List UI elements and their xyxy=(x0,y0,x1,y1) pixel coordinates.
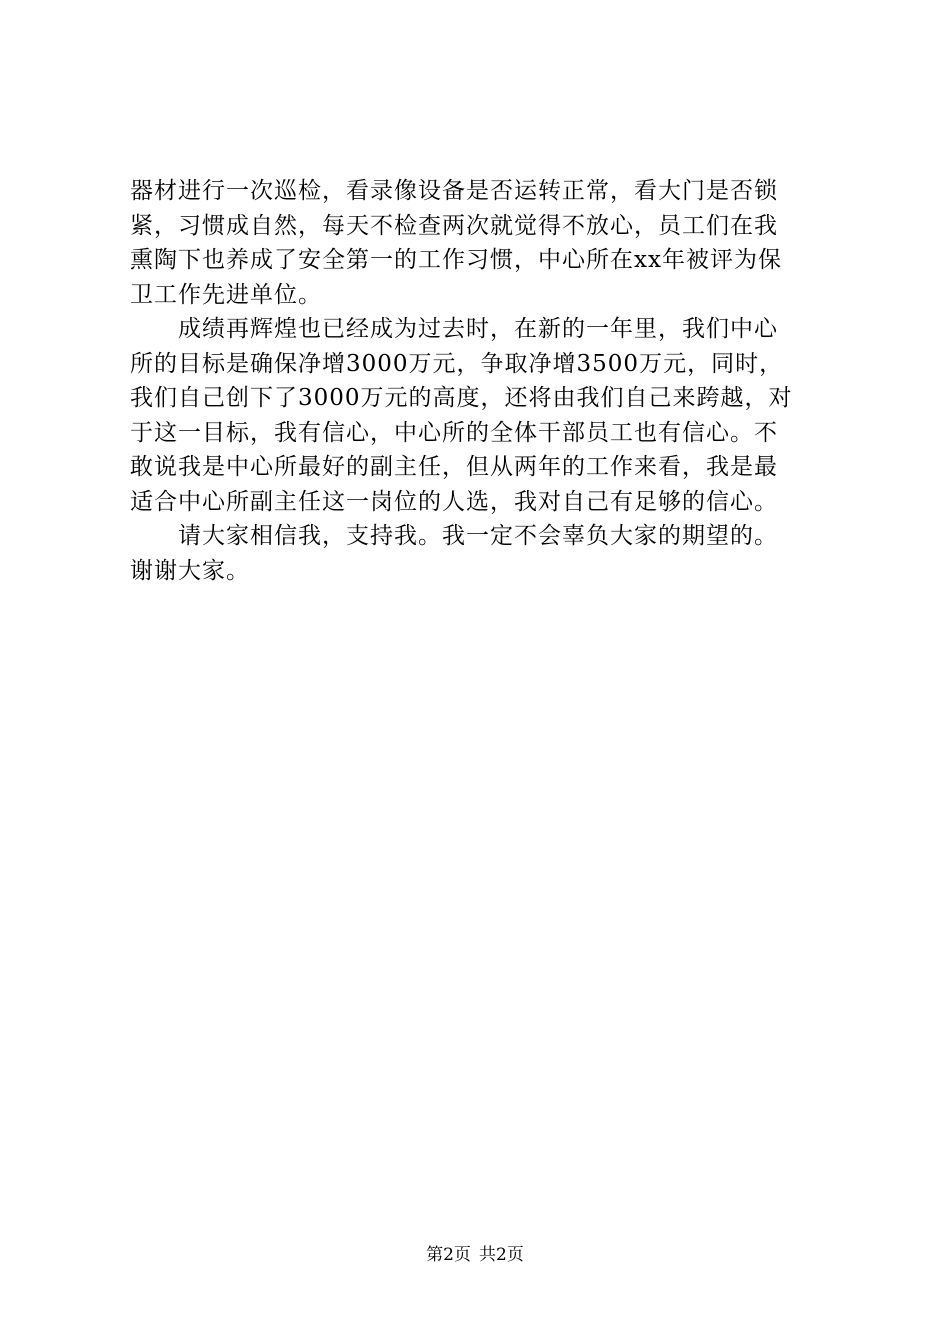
page-number-total: 共2页 xyxy=(479,1245,524,1265)
page-footer xyxy=(0,1243,950,1267)
paragraph-2-line-1: 成绩再辉煌也已经成为过去时，在新的一年里，我们中心 xyxy=(178,316,778,342)
paragraph-1-line-2: 紧，习惯成自然，每天不检查两次就觉得不放心，员工们在我 xyxy=(130,212,778,239)
paragraph-2-line-6: 适合中心所副主任这一岗位的人选，我对自己有足够的信心。 xyxy=(130,488,778,515)
paragraph-3-line-2: 谢谢大家。 xyxy=(130,557,250,584)
paragraph-2-line-5: 敢说我是中心所最好的副主任，但从两年的工作来看，我是最 xyxy=(130,454,778,480)
paragraph-3-line-1: 请大家相信我，支持我。我一定不会辜负大家的期望的。 xyxy=(178,523,778,549)
document-body xyxy=(130,174,835,588)
paragraph-1-line-1: 器材进行一次巡检，看录像设备是否运转正常，看大门是否锁 xyxy=(130,178,778,204)
page-number-current: 第2页 xyxy=(426,1245,471,1265)
paragraph-1-line-4: 卫工作先进单位。 xyxy=(130,281,322,308)
paragraph-2-line-4: 于这一目标，我有信心，中心所的全体干部员工也有信心。不 xyxy=(130,419,778,446)
paragraph-1-line-3: 熏陶下也养成了安全第一的工作习惯，中心所在xx年被评为保 xyxy=(130,247,782,273)
paragraph-2-line-3: 我们自己创下了3000万元的高度，还将由我们自己来跨越，对 xyxy=(130,385,793,411)
paragraph-2-line-2: 所的目标是确保净增3000万元，争取净增3500万元，同时， xyxy=(130,350,784,377)
